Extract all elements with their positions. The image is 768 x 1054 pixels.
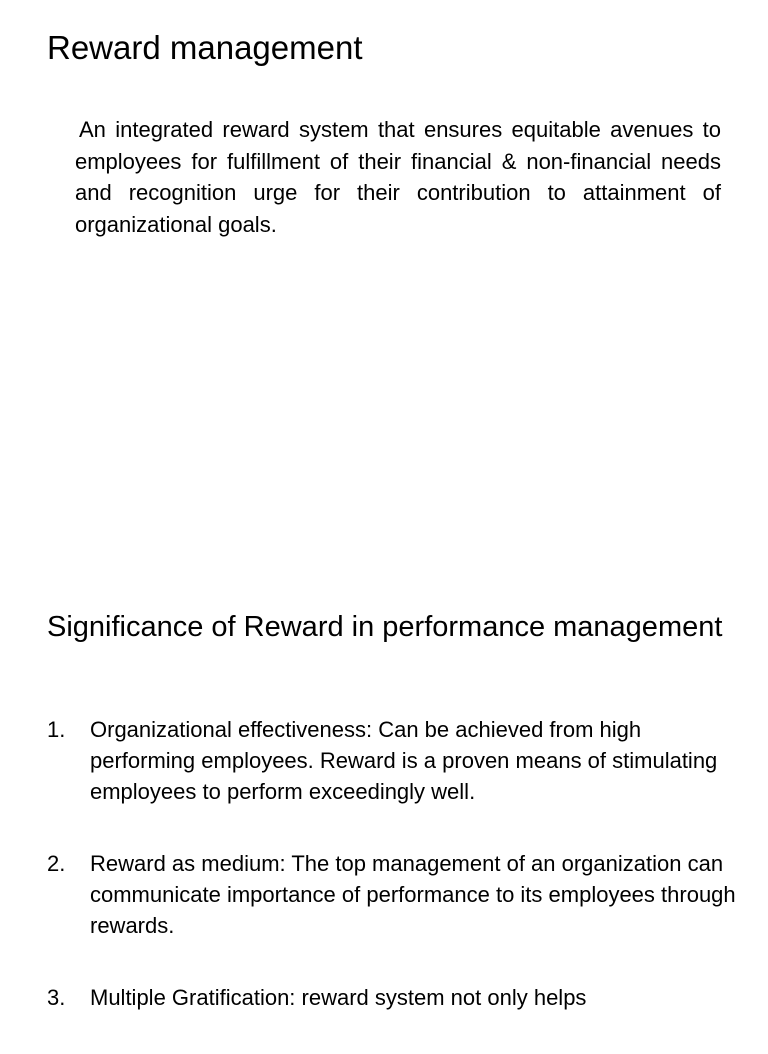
list-item	[47, 714, 737, 807]
list-item-number: 3.	[47, 985, 66, 1010]
list-item-text: Organizational effectiveness: Can be achieved from high performing employees. Reward is a proven means of stimulating employees to perform exceedingly well.	[90, 717, 718, 804]
list-item-number: 1.	[47, 717, 66, 742]
list-item-text: Reward as medium: The top management of an organization can communicate importance of performance to its employees through rewards.	[90, 851, 736, 938]
section-title: Significance of Reward in performance management	[47, 611, 723, 643]
list-item	[47, 848, 737, 941]
list-item-text: Multiple Gratification: reward system not only helps	[90, 985, 587, 1010]
reward-definition: An integrated reward system that ensures equitable avenues to employees for fulfillment of their financial & non-financial needs and recognition urge for their contribution to attainment of organizational goals.	[75, 117, 721, 237]
slide-title: Reward management	[47, 29, 363, 66]
significance-list	[47, 714, 737, 1054]
list-item-number: 2.	[47, 851, 66, 876]
list-item	[47, 982, 737, 1013]
